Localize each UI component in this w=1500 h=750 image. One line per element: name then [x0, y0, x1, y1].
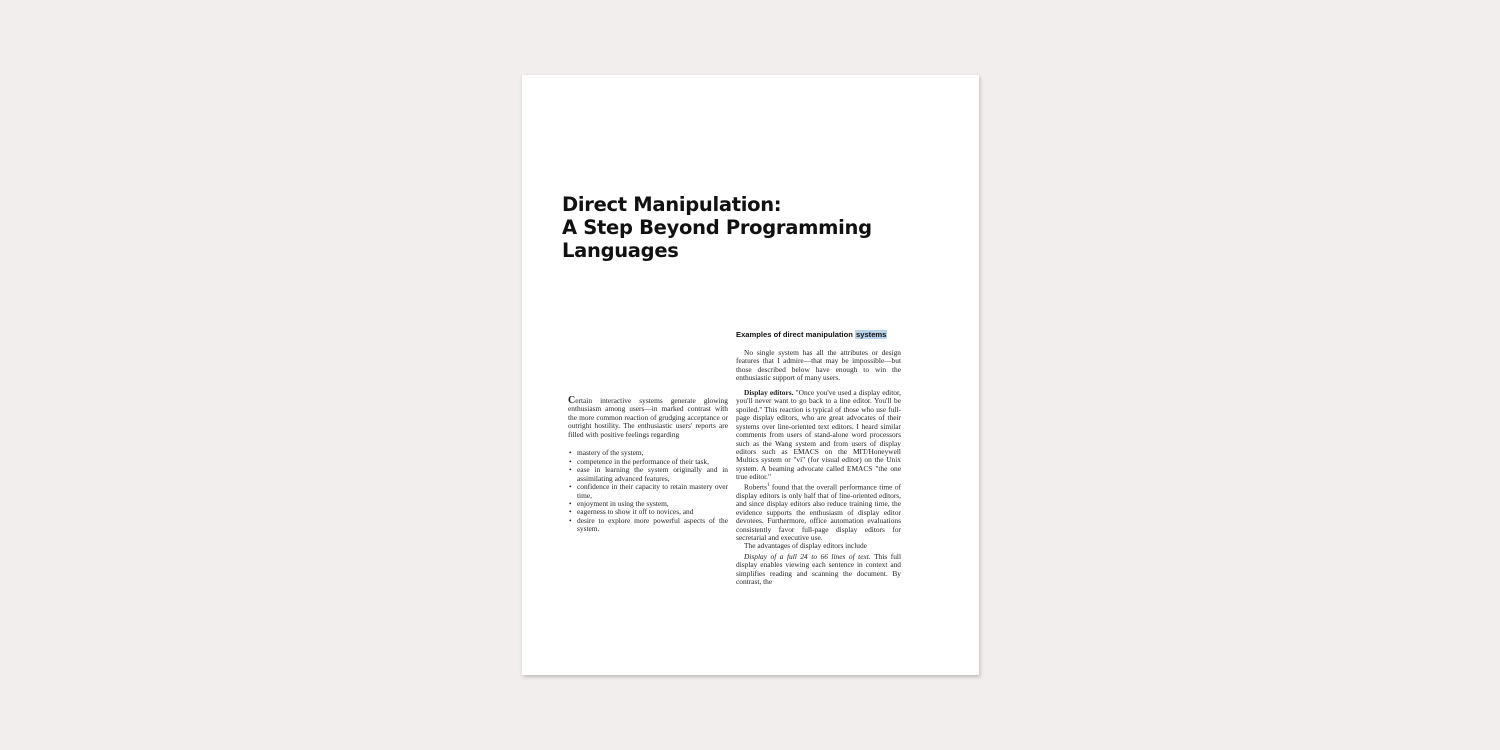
- list-item-text: eagerness to show it off to novices, and: [577, 507, 694, 517]
- run-in-heading: Display of a full 24 to 66 lines of text.: [744, 551, 871, 561]
- paragraph-text: "Once you've used a display editor, you'll never want to go back to a line editor. You'll be spoiled." This reaction is typical of those who use full-page display editors, who are great advocates of their systems over line-oriented text editors. I heard similar comments from users of stand-alone word processors such as the Wang system and from users of display editors such as EMACS on the MIT/Honeywell Multics system or "vi" (for visual editor) on the Unix system. A beaming advocate called EMACS "the one true editor.": [736, 387, 901, 482]
- paragraph-advantages: The advantages of display editors include: [744, 541, 867, 551]
- section-heading: [736, 330, 901, 339]
- bullet-icon: •: [569, 515, 572, 525]
- section-heading-text: Examples of direct manipulation: [736, 330, 855, 339]
- bullet-icon: •: [569, 448, 572, 458]
- article-title: [562, 193, 872, 262]
- feelings-list: [568, 449, 728, 534]
- title-line-1: Direct Manipulation:: [562, 193, 782, 216]
- list-item: [568, 466, 728, 483]
- intro-paragraph: [568, 397, 728, 439]
- footnote-marker: 1: [767, 482, 770, 488]
- list-item-text: competence in the performance of their task,: [577, 456, 709, 466]
- selected-text-highlight[interactable]: systems: [856, 330, 887, 339]
- list-item: [568, 517, 728, 534]
- paragraph-intro: No single system has all the attributes or design features that I admire—that may be impossible—but those described below have enough to win the enthusiastic support of many users.: [736, 348, 901, 383]
- bullet-icon: •: [569, 456, 572, 466]
- intro-text: ertain interactive systems generate glowing enthusiasm among users—in marked contrast with the more common reaction of grudging acceptance or outright hostility. The enthusiastic users' reports are filled with positive feelings regarding: [568, 396, 728, 439]
- paragraph-display-editors: [736, 389, 901, 482]
- paragraph-text: Roberts: [744, 482, 767, 492]
- title-line-3: Languages: [562, 239, 679, 262]
- list-item: [568, 483, 728, 500]
- paragraph-roberts: [736, 482, 901, 543]
- list-item-text: mastery of the system,: [577, 448, 644, 458]
- title-line-2: A Step Beyond Programming: [562, 216, 872, 239]
- document-page: [522, 75, 979, 675]
- right-column: [736, 330, 901, 587]
- bullet-icon: •: [569, 482, 572, 492]
- paragraph-full-display: [736, 553, 901, 587]
- list-item-text: enjoyment in using the system,: [577, 498, 669, 508]
- bullet-icon: •: [569, 507, 572, 517]
- bullet-icon: •: [569, 465, 572, 475]
- list-item-text: desire to explore more powerful aspects of the system.: [577, 515, 728, 534]
- drop-cap: C: [568, 395, 576, 406]
- paragraph-text: found that the overall performance time of display editors is only half that of line-oriented editors, and since display editors also reduce training time, the evidence supports the enthusiasm of display editor devotees. Furthermore, office automation evaluations consistently favor full-page display editors for secretarial and executive use.: [736, 482, 901, 542]
- paragraph-text: This full display enables viewing each sentence in context and simplifies reading and scanning the document. By contrast, the: [736, 551, 902, 587]
- run-in-heading: Display editors.: [744, 387, 794, 397]
- bullet-icon: •: [569, 498, 572, 508]
- list-item-text: ease in learning the system originally and in assimilating advanced features,: [577, 465, 728, 483]
- list-item-text: confidence in their capacity to retain mastery over time,: [577, 482, 728, 500]
- left-column: [568, 397, 728, 534]
